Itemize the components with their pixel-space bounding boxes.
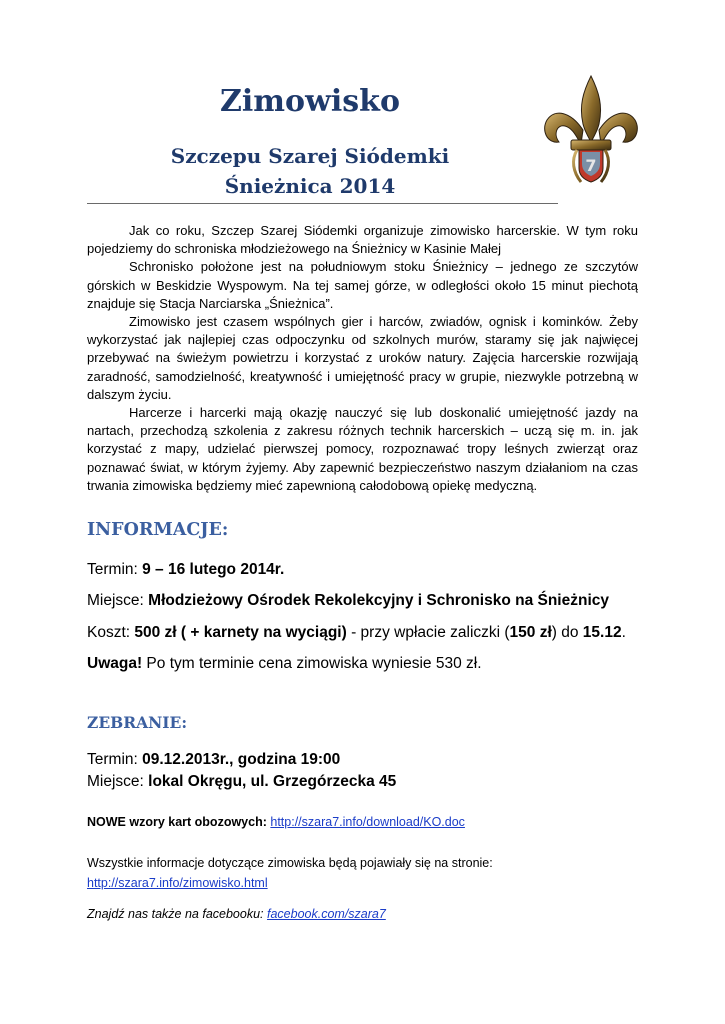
info-termin-value: 9 – 16 lutego 2014r. xyxy=(142,561,285,578)
intro-paragraph-1: Jak co roku, Szczep Szarej Siódemki organizuje zimowisko harcerskie. W tym roku pojedziemy do schroniska młodzieżowego na Śnieżnicy w Kasinie Małej xyxy=(87,223,638,257)
site-line xyxy=(87,876,268,890)
site-link[interactable]: http://szara7.info/zimowisko.html xyxy=(87,876,268,890)
info-heading: INFORMACJE: xyxy=(87,520,229,540)
facebook-link[interactable]: facebook.com/szara7 xyxy=(267,907,386,921)
site-info-text: Wszystkie informacje dotyczące zimowiska będą pojawiały się na stronie: xyxy=(87,856,493,870)
meeting-termin-value: 09.12.2013r., godzina 19:00 xyxy=(142,751,341,768)
meeting-heading: ZEBRANIE: xyxy=(87,713,188,732)
intro-paragraph-2: Schronisko położone jest na południowym stoku Śnieżnicy – jednego ze szczytów górskich w Beskidzie Wyspowym. Na tej samej górze, w odległości około 15 minut piechotą znajduje się Stacja Narciarska „Śnieżnica”. xyxy=(87,259,638,311)
forms-line xyxy=(87,815,465,829)
info-miejsce-value: Młodzieżowy Ośrodek Rekolekcyjny i Schronisko na Śnieżnicy xyxy=(148,592,609,609)
info-koszt-end: . xyxy=(621,624,626,641)
info-koszt-until: ) do xyxy=(551,624,583,641)
intro-paragraph-4: Harcerze i harcerki mają okazję nauczyć się lub doskonalić umiejętność jazdy na nartach, przechodzą szkolenia z zakresu różnych technik harcerskich – uczą się m. in. jak korzystać z mapy, udzielać pierwszej pomocy, rozpoznawać tropy leśnych zwierząt oraz poznawać świat, w którym żyjemy. Aby zapewnić bezpieczeństwo naszym działaniom na czas trwania zimowiska będziemy mieć zapewnioną całodobową opiekę medyczną. xyxy=(87,405,638,493)
facebook-text: Znajdź nas także na facebooku: xyxy=(87,907,264,921)
info-uwaga-text: Po tym terminie cena zimowiska wyniesie 530 zł. xyxy=(142,655,482,672)
page-subtitle-event: Śnieżnica 2014 xyxy=(224,174,396,198)
info-miejsce-label: Miejsce: xyxy=(87,592,149,609)
facebook-line xyxy=(87,907,386,921)
info-termin-label: Termin: xyxy=(87,561,143,578)
fleur-de-lis-scout-emblem-icon xyxy=(541,72,641,192)
header-divider xyxy=(87,203,558,204)
forms-download-link[interactable]: http://szara7.info/download/KO.doc xyxy=(270,815,465,829)
info-koszt xyxy=(87,624,626,642)
info-koszt-mid: - przy wpłacie zaliczki ( xyxy=(346,624,510,641)
intro-paragraph-3: Zimowisko jest czasem wspólnych gier i harców, zwiadów, ognisk i kominków. Żeby wykorzystać jak najlepiej czas odpoczynku od szkolnych murów, staramy się jak najwięcej przebywać na świeżym powietrzu i korzystać z uroków natury. Zajęcia harcerskie rozwijają zaradność, samodzielność, kreatywność i umiejętność pracy w grupie, niezwykle potrzebną w dalszym życiu. xyxy=(87,314,638,402)
info-miejsce xyxy=(87,592,609,610)
forms-label: NOWE wzory kart obozowych: xyxy=(87,815,267,829)
meeting-miejsce xyxy=(87,773,396,791)
page-subtitle: Szczepu Szarej Siódemki xyxy=(170,144,450,168)
meeting-miejsce-value: lokal Okręgu, ul. Grzegórzecka 45 xyxy=(148,773,397,790)
info-koszt-date: 15.12 xyxy=(582,624,622,641)
svg-text:7: 7 xyxy=(585,156,597,175)
meeting-termin xyxy=(87,751,340,769)
meeting-termin-label: Termin: xyxy=(87,751,143,768)
meeting-miejsce-label: Miejsce: xyxy=(87,773,149,790)
info-koszt-deposit: 150 zł xyxy=(509,624,552,641)
info-koszt-value: 500 zł ( + karnety na wyciągi) xyxy=(134,624,347,641)
info-termin xyxy=(87,561,284,579)
intro-text xyxy=(87,222,638,495)
info-uwaga-label: Uwaga! xyxy=(87,655,143,672)
info-koszt-label: Koszt: xyxy=(87,624,135,641)
page-title: Zimowisko xyxy=(220,84,400,119)
info-uwaga xyxy=(87,655,482,673)
